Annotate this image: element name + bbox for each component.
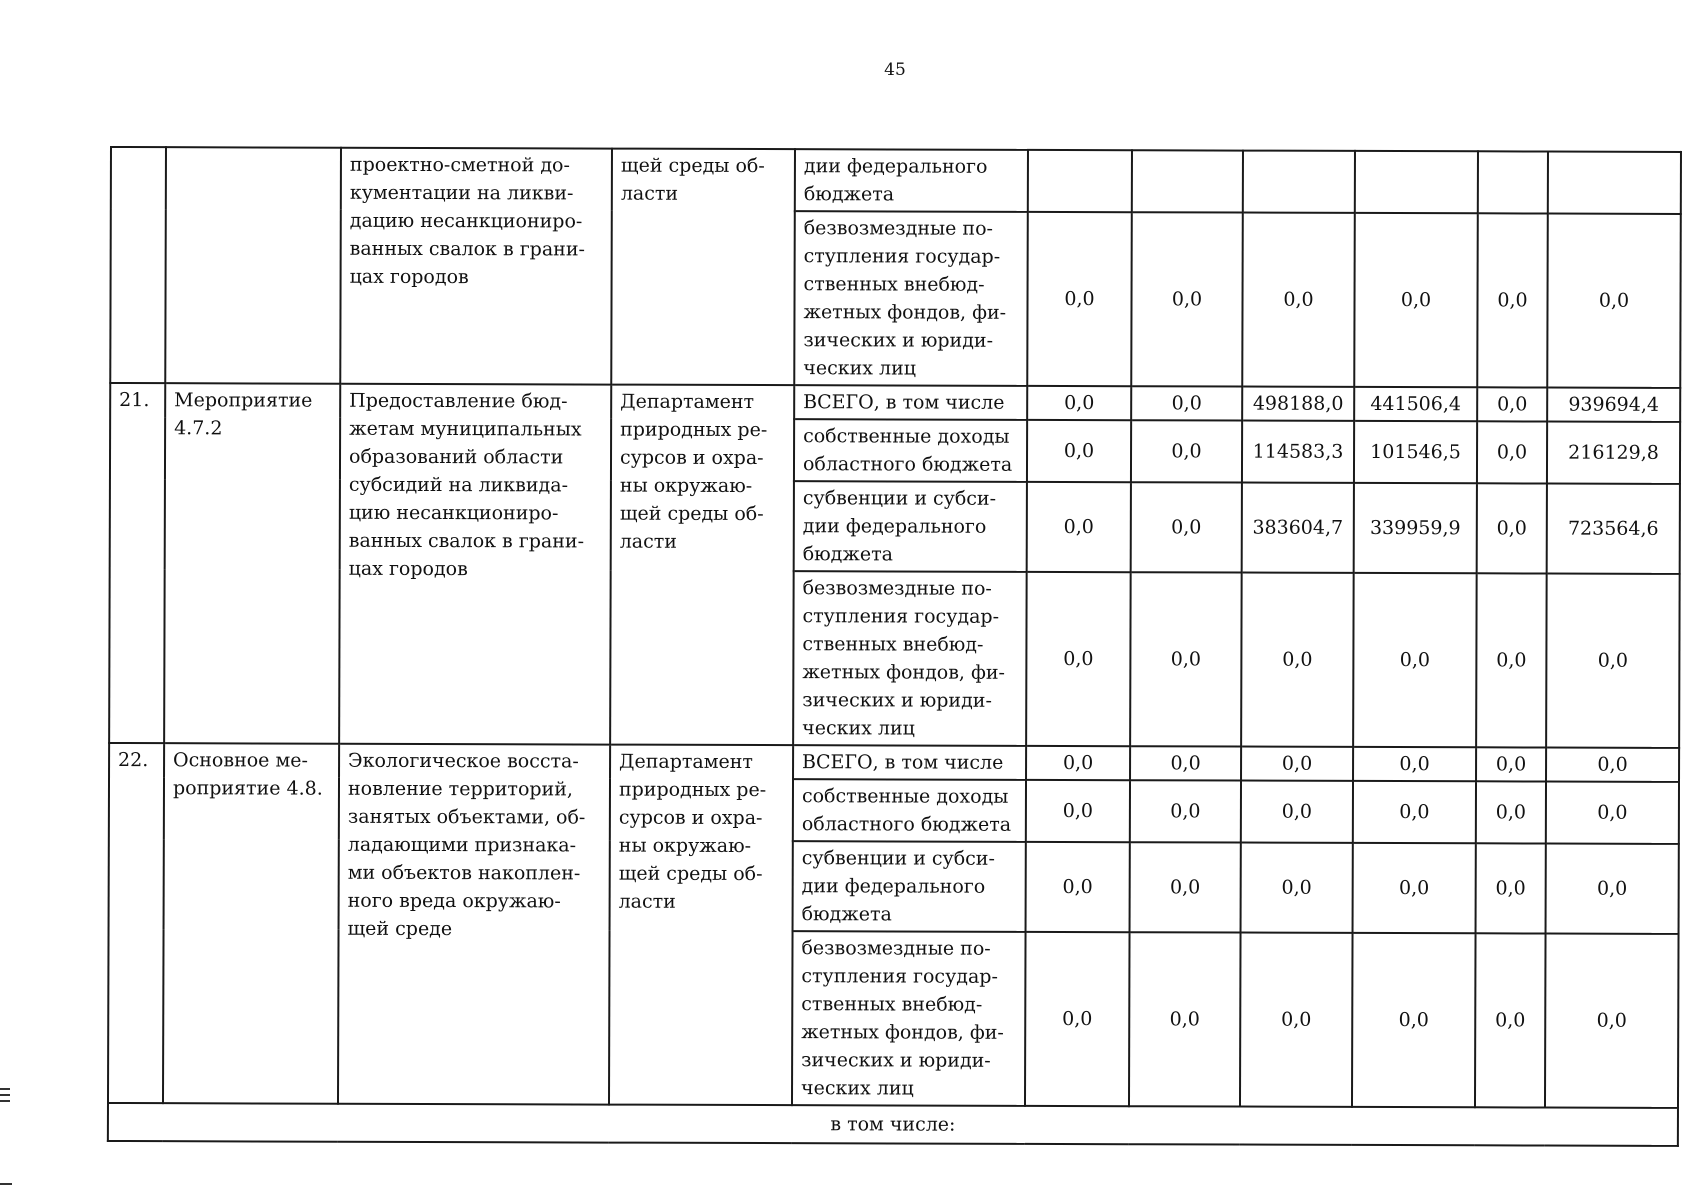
funding-source-line: ческих лиц	[802, 717, 915, 740]
index-cell	[110, 147, 166, 383]
funding-source-line: дии федерального	[802, 515, 987, 538]
value-cell: 0,0	[1130, 572, 1242, 746]
measure-name-line: ного вреда окружаю-	[347, 889, 561, 913]
value-cell: 0,0	[1025, 932, 1130, 1106]
margin-mark	[0, 1094, 10, 1096]
value-cell: 0,0	[1477, 387, 1547, 421]
funding-source-line: зических и юриди-	[803, 329, 994, 352]
measure-name-line: образований области	[348, 445, 564, 469]
value-cell: 0,0	[1241, 747, 1353, 781]
table-row	[108, 1103, 1678, 1146]
funding-source-line: областного бюджета	[802, 453, 1013, 476]
measure-name-line: дацию несанкциониро-	[349, 209, 583, 233]
value-cell: 0,0	[1546, 574, 1680, 748]
value-cell: 0,0	[1547, 214, 1681, 388]
value-cell: 383604,7	[1242, 483, 1354, 573]
value-cell: 0,0	[1546, 844, 1679, 934]
executor-line: ласти	[619, 530, 678, 553]
value-cell	[1355, 151, 1478, 213]
measure-name-line: цию несанкциониро-	[348, 501, 559, 525]
measure-name-cell	[339, 384, 611, 745]
funding-source-line: зических и юриди-	[801, 1049, 991, 1072]
value-cell: 0,0	[1477, 213, 1548, 387]
funding-source-cell	[793, 779, 1026, 842]
measure-name-line: щей среде	[347, 917, 453, 941]
value-cell: 498188,0	[1242, 387, 1354, 421]
funding-source-line: ческих лиц	[801, 1077, 914, 1100]
index-cell: 21.	[109, 383, 165, 743]
executor-line: ласти	[620, 182, 679, 205]
executor-line: природных ре-	[618, 778, 767, 802]
executor-cell	[611, 149, 795, 386]
value-cell	[1132, 150, 1243, 212]
funding-source-line: безвозмездные по-	[803, 217, 994, 240]
executor-line: сурсов и охра-	[618, 806, 763, 830]
value-cell: 0,0	[1026, 842, 1130, 932]
value-cell: 0,0	[1131, 212, 1243, 386]
value-cell: 0,0	[1130, 780, 1241, 842]
measure-name-line: ми объектов накоплен-	[347, 861, 581, 885]
funding-source-cell	[794, 385, 1027, 420]
value-cell: 0,0	[1242, 213, 1355, 387]
measure-name-line: ладающими признака-	[347, 833, 577, 857]
page-number: 45	[884, 60, 906, 80]
funding-source-cell	[792, 931, 1026, 1106]
executor-line: щей среды об-	[619, 502, 764, 526]
measure-name-line: проектно-сметной до-	[349, 153, 570, 177]
value-cell: 0,0	[1476, 573, 1547, 747]
value-cell: 0,0	[1026, 746, 1130, 780]
margin-mark	[0, 1100, 10, 1102]
measure-name-cell	[340, 148, 612, 385]
value-cell: 0,0	[1131, 482, 1242, 572]
funding-source-line: ственных внебюд-	[803, 273, 985, 296]
index-cell: 22.	[108, 743, 164, 1103]
funding-source-line: ческих лиц	[803, 357, 917, 380]
table-row	[111, 147, 1681, 214]
budget-table	[107, 146, 1682, 1147]
funding-source-line: областного бюджета	[801, 813, 1012, 836]
value-cell: 0,0	[1353, 747, 1476, 781]
measure-name-line: занятых объектами, об-	[347, 805, 586, 829]
funding-source-line: бюджета	[801, 903, 892, 926]
value-cell	[1243, 151, 1355, 213]
value-cell: 114583,3	[1242, 421, 1354, 483]
value-cell: 0,0	[1131, 386, 1242, 420]
executor-line: сурсов и охра-	[619, 446, 764, 470]
value-cell: 0,0	[1130, 746, 1241, 780]
measure-name-line: Экологическое восста-	[348, 749, 579, 773]
funding-source-line: ственных внебюд-	[801, 993, 983, 1016]
value-cell	[1548, 152, 1681, 214]
value-cell: 0,0	[1353, 573, 1477, 747]
value-cell: 0,0	[1353, 781, 1476, 843]
value-cell: 0,0	[1027, 212, 1132, 386]
measure-line: роприятие 4.8.	[172, 777, 323, 800]
funding-source-line: жетных фондов, фи-	[803, 301, 1007, 324]
value-cell: 0,0	[1026, 780, 1130, 842]
funding-source-line: субвенции и субси-	[802, 487, 997, 510]
value-cell: 0,0	[1129, 932, 1241, 1106]
value-cell: 0,0	[1241, 573, 1354, 747]
value-cell: 441506,4	[1354, 387, 1477, 421]
funding-source-line: собственные доходы	[803, 425, 1010, 448]
value-cell: 0,0	[1130, 842, 1241, 932]
funding-source-line: зических и юриди-	[802, 689, 992, 712]
measure-name-line: цах городов	[348, 557, 468, 581]
value-cell: 0,0	[1477, 421, 1547, 483]
value-cell: 0,0	[1476, 781, 1546, 843]
margin-mark	[0, 1183, 12, 1185]
funding-source-line: ступления государ-	[803, 245, 1001, 268]
funding-source-line: жетных фондов, фи-	[802, 661, 1006, 684]
executor-line: ласти	[618, 890, 676, 913]
funding-source-cell	[794, 419, 1027, 482]
value-cell: 723564,6	[1547, 484, 1680, 574]
value-cell: 0,0	[1241, 843, 1353, 933]
funding-source-line: бюджета	[802, 543, 894, 566]
value-cell: 0,0	[1546, 782, 1679, 844]
funding-source-cell	[793, 571, 1027, 746]
funding-source-line: ступления государ-	[802, 605, 1000, 628]
value-cell: 339959,9	[1354, 483, 1477, 573]
executor-line: природных ре-	[620, 418, 768, 442]
executor-line: Департамент	[620, 390, 755, 414]
value-cell: 0,0	[1027, 420, 1131, 482]
executor-line: Департамент	[619, 750, 753, 774]
margin-mark	[0, 1088, 10, 1090]
value-cell: 0,0	[1476, 843, 1546, 933]
funding-source-cell	[794, 211, 1028, 386]
measure-name-line: субсидий на ликвида-	[348, 473, 569, 497]
measure-cell	[164, 383, 340, 744]
funding-source-cell	[794, 481, 1027, 572]
value-cell: 0,0	[1352, 933, 1476, 1107]
value-cell	[1028, 150, 1132, 212]
measure-name-cell	[338, 744, 610, 1105]
measure-cell	[165, 147, 341, 384]
value-cell: 0,0	[1026, 572, 1131, 746]
measure-line: Основное ме-	[173, 749, 308, 772]
executor-cell	[610, 385, 794, 746]
funding-source-line: дии федерального	[801, 875, 986, 898]
executor-line: ны окружаю-	[618, 834, 752, 858]
value-cell: 0,0	[1546, 748, 1679, 782]
measure-cell	[163, 743, 339, 1104]
value-cell: 0,0	[1475, 933, 1546, 1107]
measure-name-line: жетам муниципальных	[349, 417, 582, 441]
measure-name-line: Предоставление бюд-	[349, 389, 568, 413]
value-cell: 0,0	[1354, 213, 1478, 387]
funding-source-line: ВСЕГО, в том числе	[803, 391, 1005, 414]
measure-name-line: ванных свалок в грани-	[349, 237, 585, 261]
value-cell: 0,0	[1131, 420, 1242, 482]
value-cell: 939694,4	[1547, 388, 1680, 422]
funding-source-line: субвенции и субси-	[801, 847, 995, 870]
funding-source-line: собственные доходы	[801, 785, 1009, 808]
value-cell: 0,0	[1027, 386, 1131, 420]
value-cell: 101546,5	[1354, 421, 1477, 483]
executor-line: щей среды об-	[618, 862, 763, 886]
measure-line: Мероприятие	[174, 389, 313, 412]
funding-source-cell	[793, 841, 1026, 932]
value-cell: 0,0	[1353, 843, 1476, 933]
value-cell: 0,0	[1241, 781, 1353, 843]
funding-source-cell	[793, 745, 1026, 780]
funding-source-line: дии федерального	[803, 155, 988, 178]
executor-line: ны окружаю-	[619, 474, 753, 498]
value-cell: 0,0	[1545, 934, 1679, 1108]
funding-source-line: бюджета	[803, 183, 895, 206]
funding-source-line: безвозмездные по-	[802, 577, 992, 600]
measure-name-line: новление территорий,	[347, 777, 573, 801]
value-cell: 0,0	[1476, 747, 1546, 781]
value-cell: 0,0	[1027, 482, 1131, 572]
measure-name-line: кументации на ликви-	[349, 181, 574, 205]
executor-line: щей среды об-	[620, 154, 765, 178]
measure-line: 4.7.2	[174, 417, 223, 440]
funding-source-line: ВСЕГО, в том числе	[802, 751, 1004, 774]
funding-source-line: безвозмездные по-	[801, 937, 991, 960]
measure-name-line: цах городов	[349, 265, 469, 289]
value-cell	[1478, 151, 1548, 213]
funding-source-cell	[795, 149, 1028, 212]
footer-text: в том числе:	[108, 1103, 1678, 1146]
funding-source-line: жетных фондов, фи-	[801, 1021, 1004, 1044]
executor-cell	[609, 745, 793, 1106]
measure-name-line: ванных свалок в грани-	[348, 529, 585, 553]
value-cell: 216129,8	[1547, 422, 1680, 484]
value-cell: 0,0	[1240, 933, 1353, 1107]
budget-table-body	[108, 147, 1681, 1146]
funding-source-line: ступления государ-	[801, 965, 998, 988]
table-row	[109, 743, 1679, 782]
value-cell: 0,0	[1477, 483, 1547, 573]
funding-source-line: ственных внебюд-	[802, 633, 984, 656]
table-row	[110, 383, 1680, 422]
